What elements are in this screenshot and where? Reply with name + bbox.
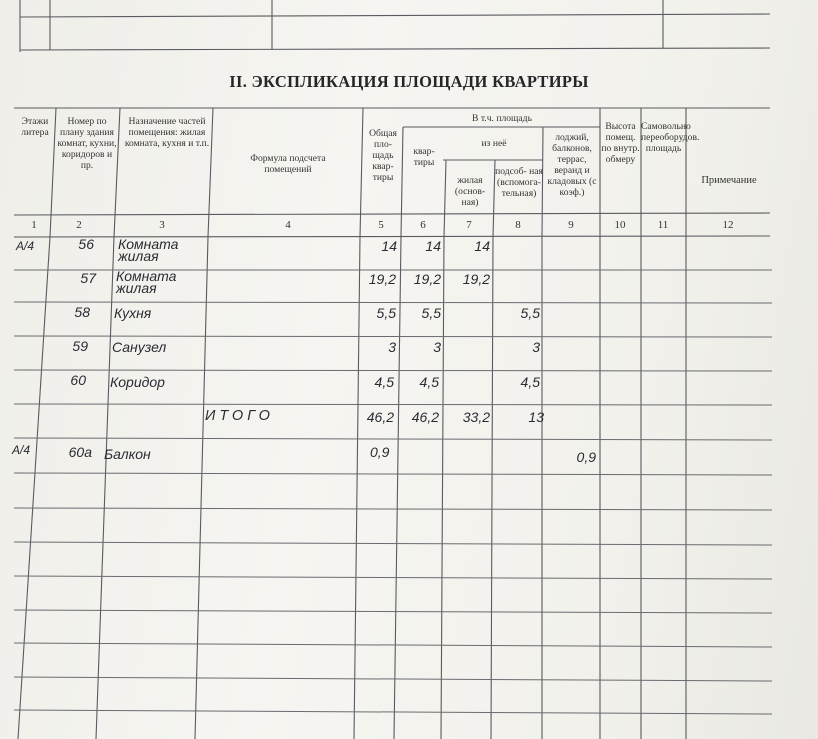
column-number: 11: [657, 219, 669, 231]
cell-room-number: 56: [78, 236, 94, 252]
cell-room-name: Коридор: [110, 374, 165, 390]
column-number: 2: [76, 219, 82, 231]
column-number: 7: [466, 219, 472, 231]
cell-room-name: Комната жилая: [116, 268, 177, 296]
cell-floor: А/4: [16, 239, 35, 253]
column-number: 12: [722, 219, 734, 231]
cell-room-name: Кухня: [114, 305, 152, 321]
cell-apartment-area: 14: [425, 238, 441, 254]
header-apartment-area: квар- тиры: [413, 146, 435, 168]
header-living-area: жилая (основ- ная): [454, 175, 486, 208]
cell-apartment-area: 5,5: [421, 305, 441, 321]
cell-apartment-area: 19,2: [413, 271, 441, 287]
cell-total-area: 5,5: [376, 305, 396, 321]
header-of-which: из неё: [481, 138, 507, 149]
header-room-purpose: Назначение частей помещения: жилая комната, кухня и т.п.: [124, 116, 210, 149]
header-floor: Этажи литера: [21, 116, 49, 138]
cell-balcony-area: 0,9: [576, 449, 596, 465]
cell-total-area: 14: [381, 238, 397, 254]
column-number: 10: [614, 219, 626, 231]
cell-total-area: 46,2: [366, 409, 394, 425]
cell-auxiliary-area: 5,5: [520, 305, 540, 321]
cell-apartment-area: 4,5: [419, 374, 439, 390]
cell-total-area: 4,5: [374, 374, 394, 390]
header-area-group: В т.ч. площадь: [472, 113, 532, 124]
column-number: 4: [285, 219, 291, 231]
header-room-number: Номер по плану здания комнат, кухни, коридоров и пр.: [57, 116, 117, 171]
column-number: 5: [378, 219, 384, 231]
cell-apartment-area: 46,2: [411, 409, 439, 425]
cell-auxiliary-area: 4,5: [520, 374, 540, 390]
cell-room-number: 58: [74, 304, 90, 320]
cell-total-area: 0,9: [370, 444, 390, 460]
header-auxiliary-area: подсоб- ная (вспомога- тельная): [495, 166, 543, 199]
page-title: II. ЭКСПЛИКАЦИЯ ПЛОЩАДИ КВАРТИРЫ: [229, 72, 589, 91]
header-note: Примечание: [701, 175, 757, 186]
total-label: ИТОГО: [205, 408, 274, 424]
header-balcony-area: лоджий, балконов, террас, веранд и кладовых (с коэф.): [547, 132, 597, 198]
cell-floor: А/4: [12, 443, 31, 457]
cell-room-name: Санузел: [112, 339, 167, 355]
column-number: 3: [159, 219, 165, 231]
cell-total-area: 3: [388, 339, 396, 355]
cell-auxiliary-area: 3: [532, 339, 540, 355]
cell-room-number: 60а: [68, 444, 92, 460]
cell-room-number: 60: [70, 372, 86, 388]
header-unauthorized-area: Самовольно переоборудов. площадь: [641, 121, 700, 154]
column-number: 8: [515, 219, 521, 231]
cell-room-number: 59: [72, 338, 88, 354]
cell-room-name: Балкон: [104, 446, 151, 462]
cell-auxiliary-area: 13: [528, 409, 544, 425]
cell-apartment-area: 3: [433, 339, 441, 355]
cell-living-area: 19,2: [462, 271, 490, 287]
header-total-area: Общая пло- щадь квар- тиры: [369, 128, 397, 183]
cell-total-area: 19,2: [368, 271, 396, 287]
cell-room-number: 57: [80, 270, 96, 286]
header-formula: Формула подсчета помещений: [250, 153, 326, 175]
cell-living-area: 33,2: [462, 409, 490, 425]
cell-room-name: Комната жилая: [118, 236, 179, 264]
column-number: 1: [31, 219, 37, 231]
cell-living-area: 14: [474, 238, 490, 254]
column-number: 6: [420, 219, 426, 231]
column-number: 9: [568, 219, 574, 231]
header-ceiling-height: Высота помещ. по внутр. обмеру: [601, 121, 640, 165]
